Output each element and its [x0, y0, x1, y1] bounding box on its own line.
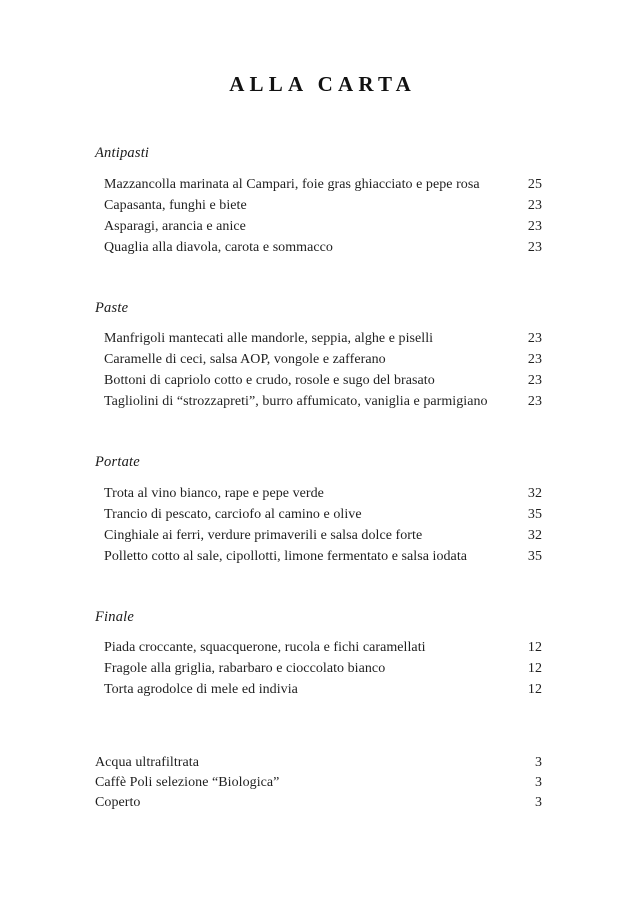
menu-item-row: [95, 658, 542, 679]
item-price: 32: [527, 527, 542, 543]
extra-item-row: [95, 773, 542, 793]
item-price: 23: [527, 218, 542, 234]
item-name: Caramelle di ceci, salsa AOP, vongole e zafferano: [104, 352, 386, 367]
menu-item-row: [95, 195, 542, 216]
item-name: Acqua ultrafiltrata: [95, 755, 199, 770]
item-price: 23: [527, 352, 542, 367]
menu-item-row: [95, 349, 542, 370]
item-name: Piada croccante, squacquerone, rucola e fichi caramellati: [104, 640, 426, 655]
item-price: 12: [527, 640, 542, 655]
extra-item-row: [95, 793, 542, 813]
item-name: Trancio di pescato, carciofo al camino e olive: [104, 506, 362, 522]
item-name: Manfrigoli mantecati alle mandorle, seppia, alghe e piselli: [104, 331, 434, 346]
menu-item-row: [95, 546, 542, 567]
item-price: 25: [527, 176, 542, 192]
page-title: ALLA CARTA: [229, 72, 416, 96]
item-price: 3: [534, 755, 542, 770]
item-price: 3: [534, 795, 542, 810]
item-price: 23: [527, 197, 542, 213]
section-items: [95, 637, 542, 700]
item-name: Polletto cotto al sale, cipollotti, limone fermentato e salsa iodata: [104, 548, 468, 564]
item-name: Coperto: [95, 795, 141, 810]
item-name: Fragole alla griglia, rabarbaro e cioccolato bianco: [104, 661, 386, 676]
item-name: Trota al vino bianco, rape e pepe verde: [104, 485, 324, 501]
menu-item-row: [95, 504, 542, 525]
menu-item-row: [95, 679, 542, 700]
item-name: Quaglia alla diavola, carota e sommacco: [104, 239, 333, 255]
section-heading: Portate: [95, 454, 140, 470]
item-name: Torta agrodolce di mele ed indivia: [104, 682, 298, 697]
section-items: [95, 328, 542, 412]
item-price: 32: [527, 485, 542, 501]
menu-section: [95, 301, 542, 413]
menu-item-row: [95, 174, 542, 195]
menu-item-row: [95, 370, 542, 391]
item-price: 35: [527, 548, 542, 564]
item-price: 12: [527, 682, 542, 697]
section-heading: Antipasti: [95, 145, 150, 161]
item-price: 23: [527, 239, 542, 255]
menu-sections: [95, 146, 542, 700]
menu-item-row: [95, 237, 542, 258]
menu-item-row: [95, 483, 542, 504]
item-name: Mazzancolla marinata al Campari, foie gras ghiacciato e pepe rosa: [104, 176, 480, 192]
extra-item-row: [95, 753, 542, 773]
item-name: Asparagi, arancia e anice: [104, 218, 246, 234]
section-items: [95, 174, 542, 258]
item-name: Bottoni di capriolo cotto e crudo, rosole e sugo del brasato: [104, 373, 435, 388]
extras-list: [95, 753, 542, 813]
item-price: 23: [527, 394, 542, 409]
menu-item-row: [95, 328, 542, 349]
item-price: 23: [527, 373, 542, 388]
menu-section: [95, 455, 542, 567]
section-heading: Finale: [95, 608, 135, 625]
item-price: 35: [527, 506, 542, 522]
item-name: Cinghiale ai ferri, verdure primaverili e salsa dolce forte: [104, 527, 423, 543]
section-items: [95, 483, 542, 567]
menu-item-row: [95, 637, 542, 658]
item-name: Caffè Poli selezione “Biologica”: [95, 775, 280, 790]
menu-item-row: [95, 216, 542, 237]
item-price: 23: [527, 331, 542, 346]
menu-item-row: [95, 391, 542, 412]
menu-section: [95, 146, 542, 258]
item-price: 3: [534, 775, 542, 790]
section-heading: Paste: [95, 299, 129, 316]
menu-item-row: [95, 525, 542, 546]
item-name: Capasanta, funghi e biete: [104, 197, 247, 213]
menu-section: [95, 610, 542, 701]
item-name: Tagliolini di “strozzapreti”, burro affumicato, vaniglia e parmigiano: [104, 394, 488, 409]
item-price: 12: [527, 661, 542, 676]
